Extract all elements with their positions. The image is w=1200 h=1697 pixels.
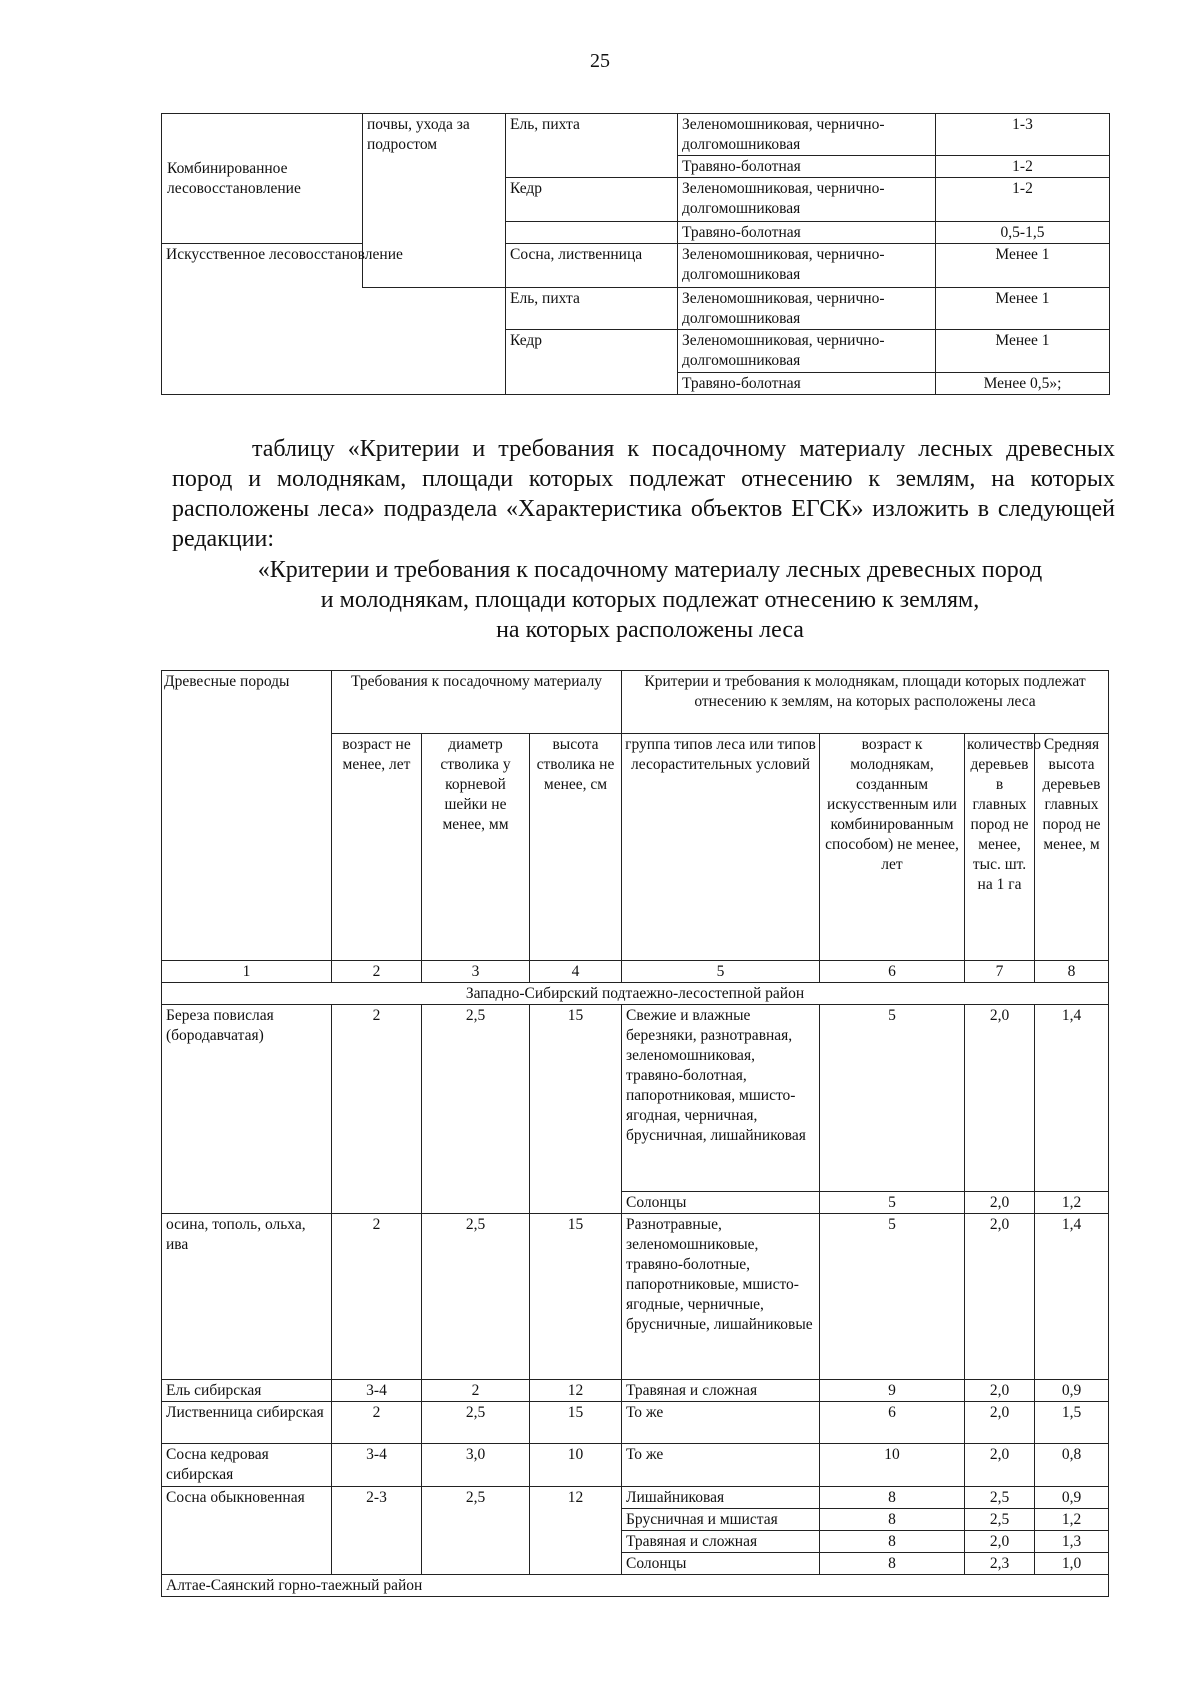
table-cell: 2: [332, 1402, 422, 1444]
table-cell: Менее 1: [936, 244, 1110, 288]
table-cell: 12: [530, 1380, 622, 1402]
table-cell: Травяная и сложная: [622, 1380, 820, 1402]
header-cell: диаметр стволика у корневой шейки не менее, мм: [422, 734, 530, 961]
table-cell: 10: [820, 1444, 965, 1487]
table-cell: 2,5: [965, 1509, 1035, 1531]
table-cell: 1,2: [1035, 1509, 1109, 1531]
table-cell: Травяно-болотная: [678, 373, 936, 395]
table-cell: 5: [820, 1192, 965, 1214]
table-cell: 2,0: [965, 1402, 1035, 1444]
column-number: 4: [530, 961, 622, 983]
table-cell: осина, тополь, ольха, ива: [162, 1214, 332, 1380]
column-number: 6: [820, 961, 965, 983]
table-cell: 10: [530, 1444, 622, 1487]
table-cell: Брусничная и мшистая: [622, 1509, 820, 1531]
table-cell: 1,4: [1035, 1214, 1109, 1380]
table-cell: 1-2: [936, 156, 1110, 178]
table-cell: 2: [332, 1005, 422, 1214]
table-cell: 3,0: [422, 1444, 530, 1487]
table-cell: 1-2: [936, 178, 1110, 222]
table-cell: 2,5: [422, 1005, 530, 1214]
table-cell: Солонцы: [622, 1553, 820, 1575]
table-cell: Менее 0,5»;: [936, 373, 1110, 395]
column-number: 1: [162, 961, 332, 983]
table-cell: Ель, пихта: [506, 114, 678, 178]
table-cell: Менее 1: [936, 330, 1110, 373]
header-cell: Средняя высота деревьев главных пород не менее, м: [1035, 734, 1109, 961]
table-cell: 0,9: [1035, 1487, 1109, 1509]
table-cell: 15: [530, 1402, 622, 1444]
table-cell: Кедр: [506, 178, 678, 222]
table-cell: Травяно-болотная: [678, 156, 936, 178]
table-cell: 1-3: [936, 114, 1110, 156]
table-cell: почвы, ухода за подростом: [363, 114, 506, 288]
table-cell: 8: [820, 1509, 965, 1531]
table-cell: 2,0: [965, 1380, 1035, 1402]
table-cell: Менее 1: [936, 288, 1110, 330]
header-cell: Древесные породы: [162, 671, 332, 961]
table-cell: 2,0: [965, 1192, 1035, 1214]
table-cell: 9: [820, 1380, 965, 1402]
table-cell: [506, 222, 678, 244]
table-cell: Кедр: [506, 330, 678, 395]
page-number: 25: [590, 50, 610, 72]
column-number: 7: [965, 961, 1035, 983]
table-cell: 8: [820, 1531, 965, 1553]
table-cell: Зеленомошниковая, чернично-долгомошниковая: [678, 114, 936, 156]
table-cell: 2,0: [965, 1005, 1035, 1192]
header-cell: Критерии и требования к молоднякам, площади которых подлежат отнесению к землям, на которых расположены леса: [622, 671, 1109, 734]
table-cell: 12: [530, 1487, 622, 1575]
table-cell: Лишайниковая: [622, 1487, 820, 1509]
table-cell: Свежие и влажные березняки, разнотравная, зеленомошниковая, травяно-болотная, папоротниковая, мшисто-ягодная, черничная, брусничная, лишайниковая: [622, 1005, 820, 1192]
table-cell: 2,0: [965, 1444, 1035, 1487]
header-cell: возраст не менее, лет: [332, 734, 422, 961]
table-cell: Береза повислая (бородавчатая): [162, 1005, 332, 1214]
column-number: 8: [1035, 961, 1109, 983]
header-cell: Требования к посадочному материалу: [332, 671, 622, 734]
table-cell: 8: [820, 1553, 965, 1575]
table-cell: 1,2: [1035, 1192, 1109, 1214]
table-cell: 2: [422, 1380, 530, 1402]
table-cell: Ель сибирская: [162, 1380, 332, 1402]
table-cell: Сосна кедровая сибирская: [162, 1444, 332, 1487]
header-cell: высота стволика не менее, см: [530, 734, 622, 961]
table-title-line: и молоднякам, площади которых подлежат отнесению к землям,: [320, 587, 980, 613]
table-cell: 15: [530, 1214, 622, 1380]
table-cell: Ель, пихта: [506, 288, 678, 330]
table-title-line: «Критерии и требования к посадочному материалу лесных древесных пород: [257, 557, 1043, 583]
table-cell: 1,5: [1035, 1402, 1109, 1444]
table-cell: Зеленомошниковая, чернично-долгомошниковая: [678, 178, 936, 222]
table-cell: Сосна, лиственница: [506, 244, 678, 288]
column-number: 3: [422, 961, 530, 983]
table-cell: 1,3: [1035, 1531, 1109, 1553]
table-cell: 2,5: [422, 1487, 530, 1575]
restoration-table: [161, 113, 1110, 395]
table-cell: 2,5: [422, 1214, 530, 1380]
table-cell: Зеленомошниковая, чернично-долгомошниковая: [678, 330, 936, 373]
table-cell: 5: [820, 1005, 965, 1192]
table-cell: Лиственница сибирская: [162, 1402, 332, 1444]
header-cell: количество деревьев в главных пород не менее, тыс. шт. на 1 га: [965, 734, 1035, 961]
table-cell: Солонцы: [622, 1192, 820, 1214]
table-cell: 3-4: [332, 1444, 422, 1487]
header-cell: возраст к молоднякам, созданным искусственным или комбинированным способом) не менее, лет: [820, 734, 965, 961]
table-cell: 2-3: [332, 1487, 422, 1575]
table-cell: 0,9: [1035, 1380, 1109, 1402]
combined-method-label: Комбинированное лесовосстановление: [167, 160, 301, 197]
table-cell: 2: [332, 1214, 422, 1380]
table-cell: 5: [820, 1214, 965, 1380]
header-cell: группа типов леса или типов лесорастительных условий: [622, 734, 820, 961]
table-cell: Травяная и сложная: [622, 1531, 820, 1553]
table-cell: 0,5-1,5: [936, 222, 1110, 244]
table-cell: 2,3: [965, 1553, 1035, 1575]
table-title: [180, 555, 1120, 645]
table-cell: 8: [820, 1487, 965, 1509]
table-cell: То же: [622, 1444, 820, 1487]
table-cell: 1,0: [1035, 1553, 1109, 1575]
table-cell: 6: [820, 1402, 965, 1444]
column-number: 2: [332, 961, 422, 983]
table-cell: Зеленомошниковая, чернично-долгомошниковая: [678, 288, 936, 330]
table-cell: 2,0: [965, 1531, 1035, 1553]
table-cell: Разнотравные, зеленомошниковые, травяно-болотные, папоротниковые, мшисто-ягодные, черничные, брусничные, лишайниковые: [622, 1214, 820, 1380]
table-cell: Сосна обыкновенная: [162, 1487, 332, 1575]
table-cell: 3-4: [332, 1380, 422, 1402]
region-row: Западно-Сибирский подтаежно-лесостепной район: [162, 983, 1109, 1005]
table-cell: Травяно-болотная: [678, 222, 936, 244]
table-cell: Зеленомошниковая, чернично-долгомошниковая: [678, 244, 936, 288]
region-row: Алтае-Саянский горно-таежный район: [162, 1575, 1109, 1597]
table-cell: 1,4: [1035, 1005, 1109, 1192]
amendment-paragraph: таблицу «Критерии и требования к посадочному материалу лесных древесных пород и молоднякам, площади которых подлежат отнесению к землям, на которых расположены леса» подраздела «Характеристика объектов ЕГСК» изложить в следующей редакции:: [172, 436, 1115, 552]
table-cell: 2,5: [422, 1402, 530, 1444]
table-cell: То же: [622, 1402, 820, 1444]
table-cell: 2,0: [965, 1214, 1035, 1380]
table-cell: Искусственное лесовосстановление: [162, 244, 506, 395]
table-cell: 2,5: [965, 1487, 1035, 1509]
table-title-line: на которых расположены леса: [496, 617, 804, 643]
table-cell: 0,8: [1035, 1444, 1109, 1487]
criteria-table: [161, 670, 1109, 1597]
table-cell: 15: [530, 1005, 622, 1214]
column-number: 5: [622, 961, 820, 983]
